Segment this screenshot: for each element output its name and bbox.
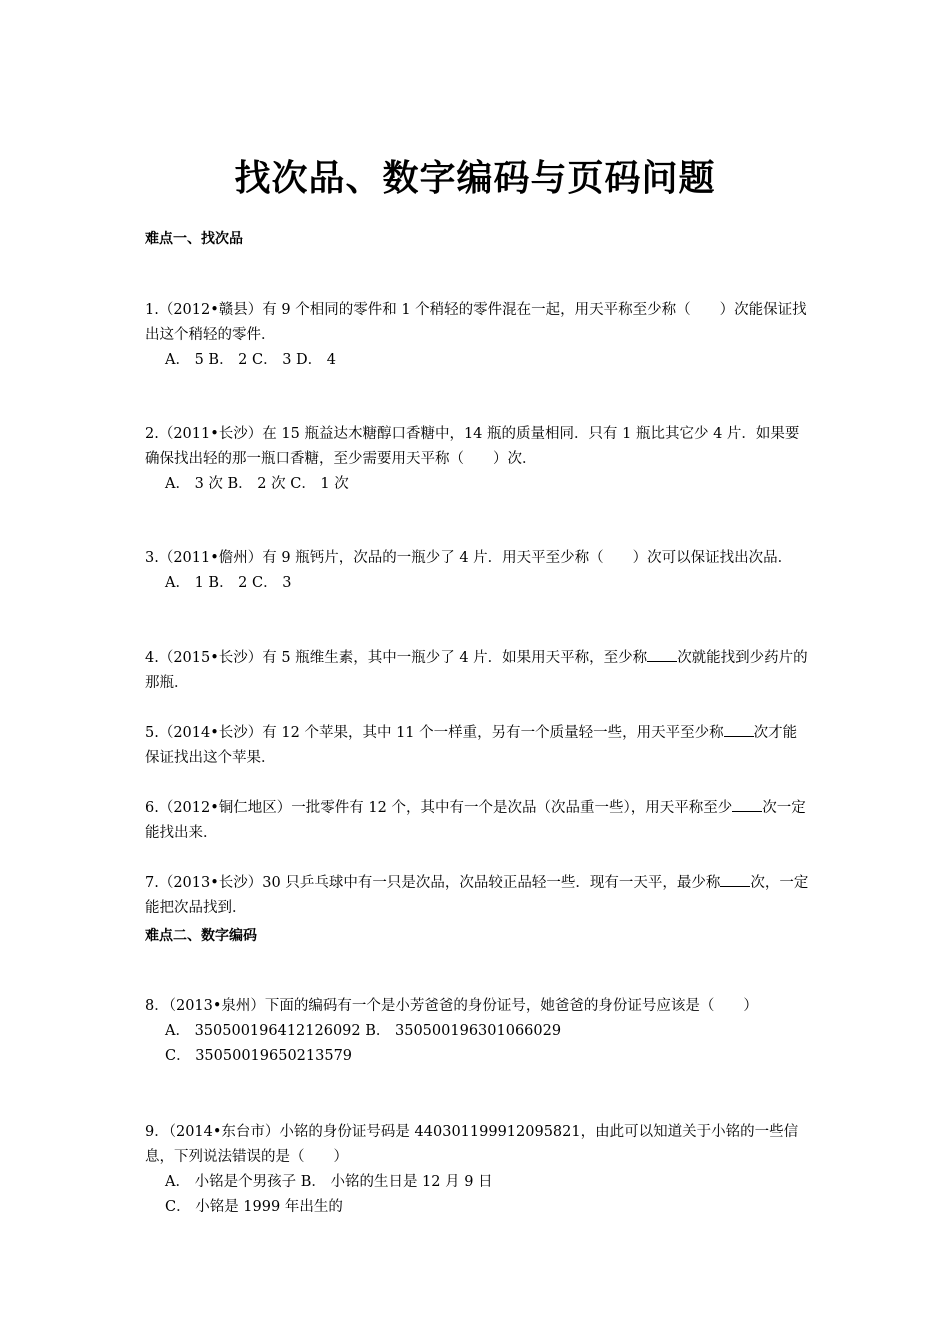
question-6-text-before: 6.（2012•铜仁地区）一批零件有 12 个，其中有一个是次品（次品重一些），用天平称至少 xyxy=(145,800,733,816)
question-7 xyxy=(145,871,810,921)
question-9-options-line-2: C． 小铭是 1999 年出生的 xyxy=(165,1199,343,1215)
question-8-stem: 8．（2013•泉州）下面的编码有一个是小芳爸爸的身份证号，她爸爸的身份证号应该是（ ） xyxy=(145,998,758,1014)
question-6-text-after: 次一定能找出来． xyxy=(145,800,806,841)
question-4-text-before: 4.（2015•长沙）有 5 瓶维生素，其中一瓶少了 4 片．如果用天平称，至少称 xyxy=(145,650,648,666)
answer-blank xyxy=(647,647,677,662)
question-2 xyxy=(145,422,810,497)
question-8-options-line-2: C． 35050019650213579 xyxy=(165,1048,353,1064)
question-2-options: A． 3 次 B． 2 次 C． 1 次 xyxy=(165,476,349,492)
question-7-text-after: 次，一定能把次品找到． xyxy=(145,875,809,916)
answer-blank xyxy=(720,872,750,887)
question-2-stem: 2.（2011•长沙）在 15 瓶益达木糖醇口香糖中，14 瓶的质量相同．只有 1 瓶比其它少 4 片．如果要确保找出轻的那一瓶口香糖，至少需要用天平称（ ）次． xyxy=(145,426,800,467)
question-5 xyxy=(145,721,810,771)
question-1-stem: 1.（2012•赣县）有 9 个相同的零件和 1 个稍轻的零件混在一起，用天平称至少称（ ）次能保证找出这个稍轻的零件． xyxy=(145,302,807,343)
question-4-text-after: 次就能找到少药片的那瓶． xyxy=(145,650,808,691)
question-9 xyxy=(145,1120,810,1220)
answer-blank xyxy=(724,722,754,737)
question-4 xyxy=(145,646,810,696)
question-8-options-line-1: A． 350500196412126092 B． 350500196301066029 xyxy=(165,1023,562,1039)
question-3 xyxy=(145,546,810,596)
question-3-stem: 3.（2011•儋州）有 9 瓶钙片，次品的一瓶少了 4 片．用天平至少称（ ）次可以保证找出次品． xyxy=(145,550,793,566)
question-8 xyxy=(145,994,810,1069)
page-title: 找次品、数字编码与页码问题 xyxy=(234,158,716,199)
question-7-text-before: 7.（2013•长沙）30 只乒乓球中有一只是次品，次品较正品轻一些．现有一天平，最少称 xyxy=(145,875,721,891)
question-1 xyxy=(145,298,810,373)
question-9-stem: 9．（2014•东台市）小铭的身份证号码是 440301199912095821，由此可以知道关于小铭的一些信息，下列说法错误的是（ ） xyxy=(145,1124,799,1165)
section-heading-2: 难点二、数字编码 xyxy=(145,928,257,944)
question-3-options: A． 1 B． 2 C． 3 xyxy=(165,575,292,591)
question-5-text-after: 次才能保证找出这个苹果． xyxy=(145,725,798,766)
question-1-options: A． 5 B． 2 C． 3 D． 4 xyxy=(165,352,337,368)
question-9-options-line-1: A． 小铭是个男孩子 B． 小铭的生日是 12 月 9 日 xyxy=(165,1174,493,1190)
section-heading-1: 难点一、找次品 xyxy=(145,231,243,247)
question-5-text-before: 5.（2014•长沙）有 12 个苹果，其中 11 个一样重，另有一个质量轻一些，用天平至少称 xyxy=(145,725,724,741)
question-6 xyxy=(145,796,810,846)
answer-blank xyxy=(732,797,762,812)
